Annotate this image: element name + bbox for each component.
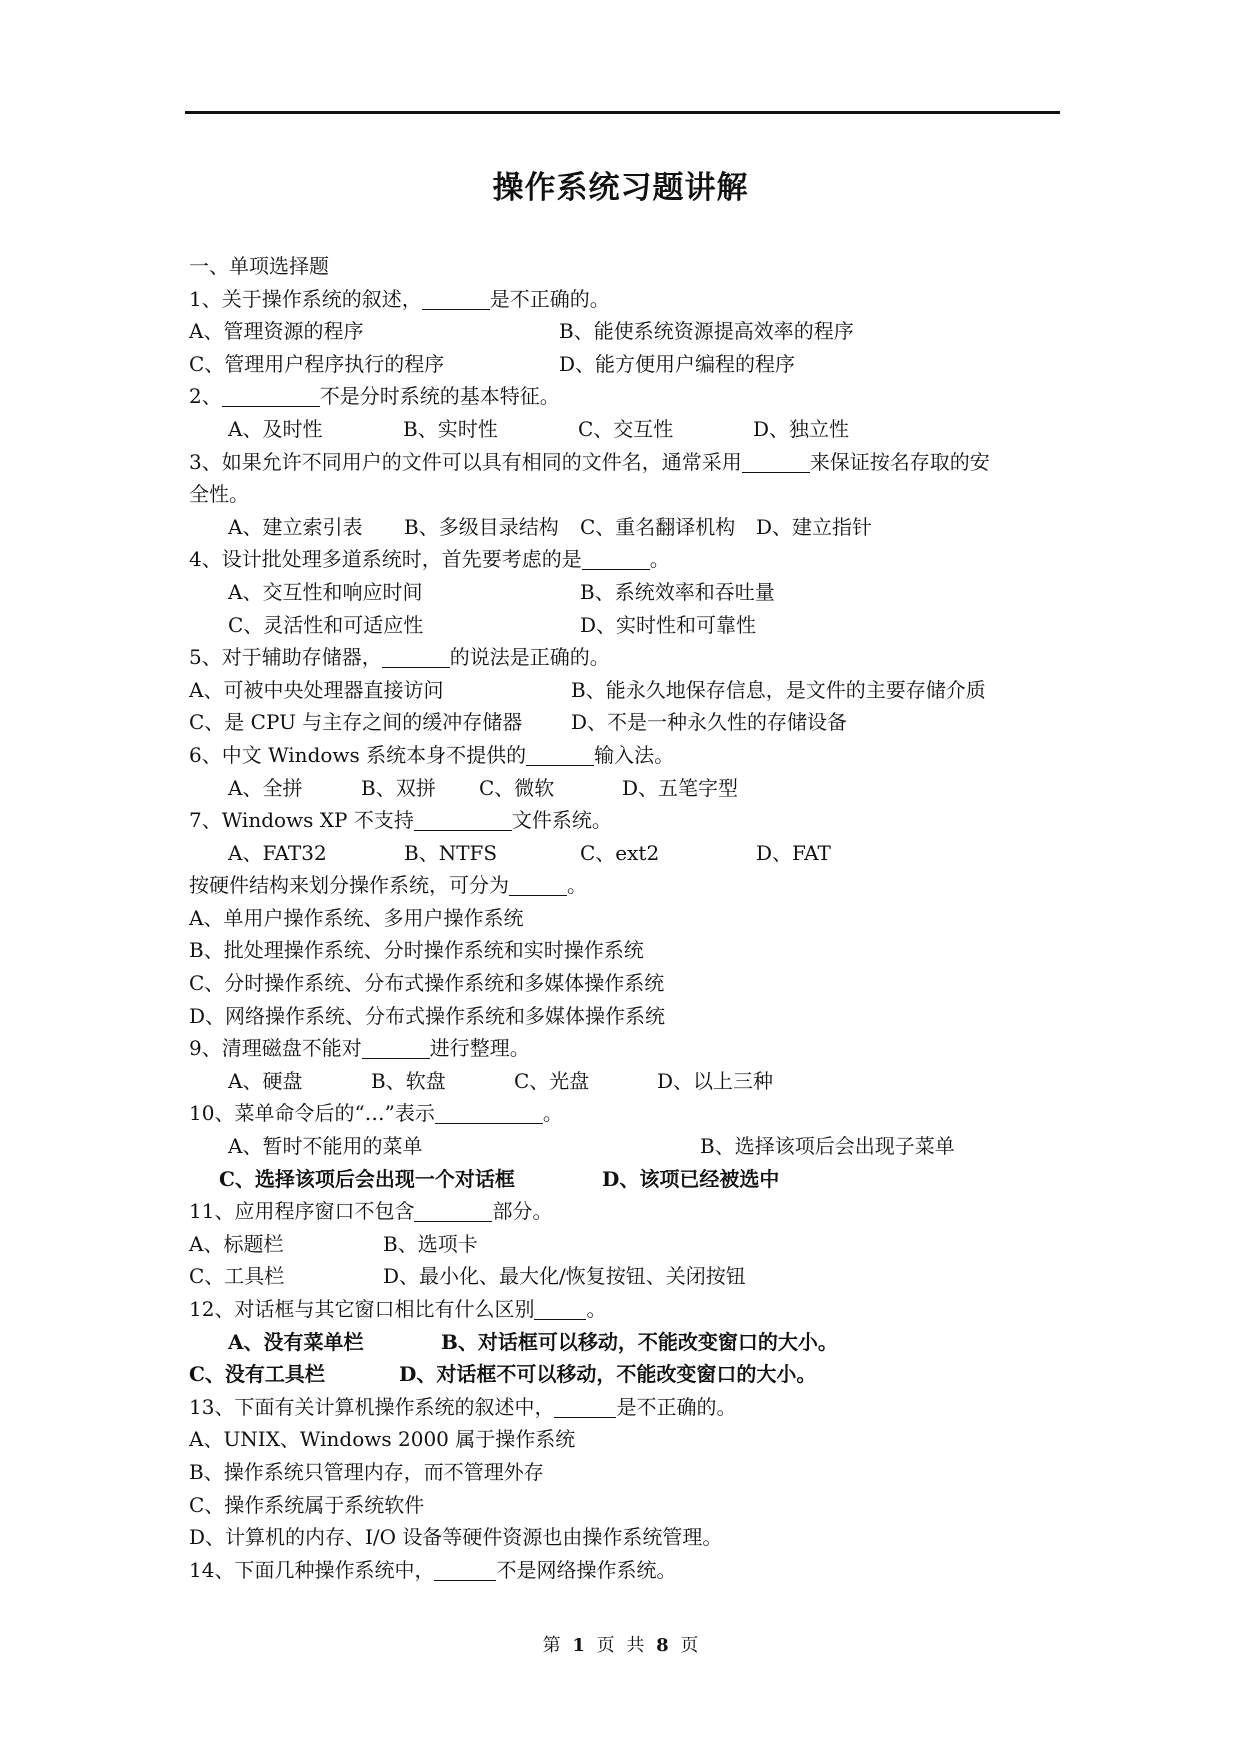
- answer-blank: [742, 450, 810, 473]
- answer-blank: [582, 547, 650, 570]
- question-1: 1、关于操作系统的叙述， 是不正确的。: [189, 286, 610, 311]
- question-14: 14、下面几种操作系统中， 不是网络操作系统。: [189, 1557, 677, 1582]
- question-5-options-ab: A、可被中央处理器直接访问 B、能永久地保存信息，是文件的主要存储介质: [189, 677, 986, 702]
- question-8-option-a: A、单用户操作系统、多用户操作系统: [189, 905, 524, 930]
- answer-blank: [509, 873, 567, 896]
- answer-blank: [434, 1558, 496, 1581]
- question-12-options-cd: C、没有工具栏 D、对话框不可以移动，不能改变窗口的大小。: [189, 1362, 817, 1387]
- question-list: [189, 250, 1069, 1586]
- question-4: 4、设计批处理多道系统时，首先要考虑的是 。: [189, 547, 670, 572]
- question-6: 6、中文 Windows 系统本身不提供的 输入法。: [189, 742, 675, 767]
- page-number: 1: [572, 1635, 585, 1656]
- question-3-options: A、建立索引表 B、多级目录结构 C、重名翻译机构 D、建立指针: [228, 514, 873, 539]
- question-10-options-ab: A、暂时不能用的菜单 B、选择该项后会出现子菜单: [228, 1134, 955, 1159]
- question-13-option-d: D、计算机的内存、I/O 设备等硬件资源也由操作系统管理。: [189, 1525, 723, 1550]
- question-10-options-cd: C、选择该项后会出现一个对话框 D、该项已经被选中: [219, 1166, 780, 1191]
- question-5: 5、对于辅助存储器， 的说法是正确的。: [189, 645, 610, 670]
- page-total: 8: [656, 1635, 669, 1656]
- answer-blank: [222, 384, 320, 407]
- question-11: 11、应用程序窗口不包含 部分。: [189, 1199, 553, 1224]
- question-13-option-c: C、操作系统属于系统软件: [189, 1492, 425, 1517]
- question-1-options-ab: A、管理资源的程序 B、能使系统资源提高效率的程序: [189, 319, 854, 344]
- question-4-options-cd: C、灵活性和可适应性 D、实时性和可靠性: [228, 612, 757, 637]
- page-title: 操作系统习题讲解: [492, 170, 749, 206]
- question-11-options-ab: A、标题栏 B、选项卡: [189, 1231, 478, 1256]
- question-11-options-cd: C、工具栏 D、最小化、最大化/恢复按钮、关闭按钮: [189, 1264, 746, 1289]
- question-8-option-d: D、网络操作系统、分布式操作系统和多媒体操作系统: [189, 1003, 666, 1028]
- question-8-option-b: B、批处理操作系统、分时操作系统和实时操作系统: [189, 938, 644, 963]
- question-7-options: A、FAT32 B、NTFS C、ext2 D、FAT: [228, 840, 831, 865]
- question-13-option-b: B、操作系统只管理内存，而不管理外存: [189, 1459, 544, 1484]
- question-5-options-cd: C、是 CPU 与主存之间的缓冲存储器 D、不是一种永久性的存储设备: [189, 710, 848, 735]
- answer-blank: [382, 645, 450, 668]
- section-heading: 一、单项选择题: [189, 254, 329, 278]
- question-12: 12、对话框与其它窗口相比有什么区别 。: [189, 1297, 607, 1321]
- page-footer: 第 1 页 共 8 页: [542, 1635, 699, 1656]
- answer-blank: [526, 743, 594, 766]
- header-rule: [185, 111, 1060, 114]
- answer-blank: [414, 1199, 492, 1222]
- question-2-options: A、及时性 B、实时性 C、交互性 D、独立性: [228, 416, 850, 441]
- question-4-options-ab: A、交互性和响应时间 B、系统效率和吞吐量: [228, 579, 775, 604]
- question-2: 2、 不是分时系统的基本特征。: [189, 384, 560, 409]
- question-13-option-a: A、UNIX、Windows 2000 属于操作系统: [189, 1427, 576, 1452]
- question-3: 3、如果允许不同用户的文件可以具有相同的文件名，通常采用 来保证按名存取的安: [189, 449, 990, 474]
- answer-blank: [534, 1297, 586, 1320]
- question-10: 10、菜单命令后的“…”表示 。: [189, 1101, 563, 1126]
- answer-blank: [435, 1101, 543, 1124]
- question-12-options-ab: A、没有菜单栏 B、对话框可以移动，不能改变窗口的大小。: [228, 1329, 838, 1354]
- question-8-option-c: C、分时操作系统、分布式操作系统和多媒体操作系统: [189, 971, 665, 996]
- question-7: 7、Windows XP 不支持 文件系统。: [189, 808, 612, 833]
- answer-blank: [554, 1395, 616, 1418]
- question-6-options: A、全拼 B、双拼 C、微软 D、五笔字型: [228, 775, 739, 800]
- question-9: 9、清理磁盘不能对 进行整理。: [189, 1036, 530, 1061]
- question-13: 13、下面有关计算机操作系统的叙述中， 是不正确的。: [189, 1394, 737, 1419]
- question-1-options-cd: C、管理用户程序执行的程序 D、能方便用户编程的程序: [189, 351, 796, 376]
- question-3-continued: 全性。: [189, 482, 249, 507]
- answer-blank: [414, 808, 512, 831]
- answer-blank: [362, 1036, 430, 1059]
- answer-blank: [422, 287, 490, 310]
- question-9-options: A、硬盘 B、软盘 C、光盘 D、以上三种: [228, 1068, 774, 1093]
- question-8: 按硬件结构来划分操作系统，可分为 。: [189, 873, 587, 898]
